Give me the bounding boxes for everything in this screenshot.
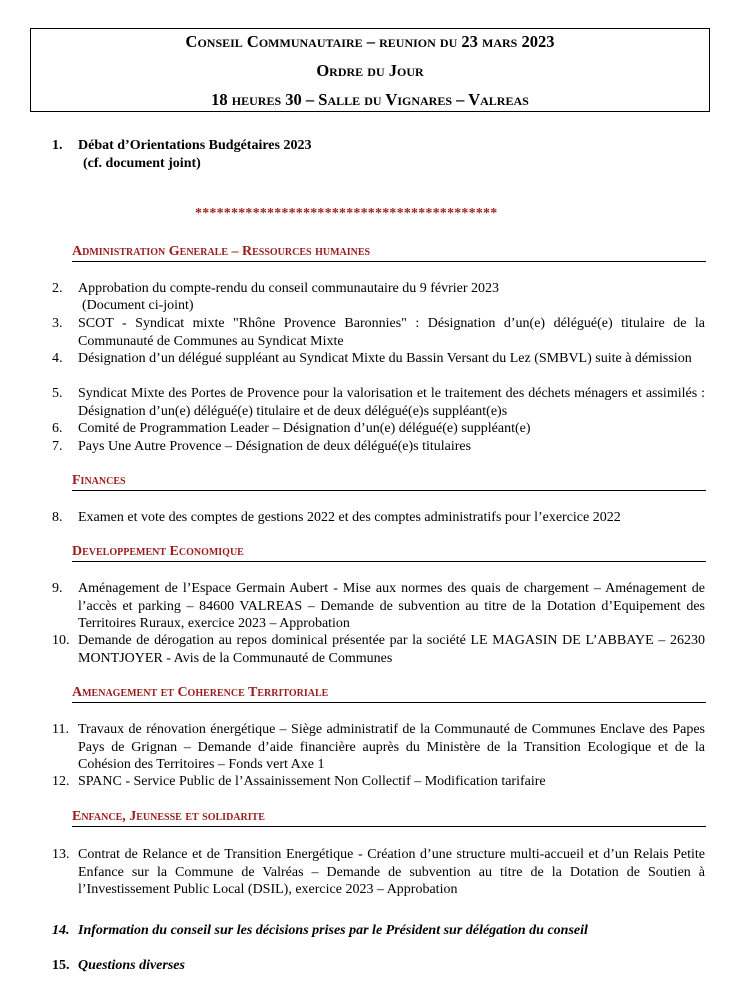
- item-7-text: Pays Une Autre Provence – Désignation de deux délégué(e)s titulaires: [78, 439, 472, 454]
- item-8-number: 8.: [52, 510, 63, 525]
- item-6-text: Comité de Programmation Leader – Désignation d’un(e) délégué(e) suppléant(e): [78, 421, 531, 436]
- item-14-text: Information du conseil sur les décisions prises par le Président sur délégation du conseil: [78, 923, 588, 938]
- meeting-title: Conseil Communautaire – reunion du 23 mars 2023: [185, 32, 555, 51]
- section-eco-title: Developpement Economique: [72, 544, 244, 559]
- item-10-text: Demande de dérogation au repos dominical présentée par la société LE MAGASIN DE L’ABBAYE – 26230 MONTJOYER - Avis de la Communauté de Communes: [78, 633, 705, 666]
- item-2-sub: (Document ci-joint): [82, 298, 194, 313]
- item-1-subtitle: (cf. document joint): [83, 156, 201, 171]
- section-amenagement-rule: [72, 702, 706, 703]
- section-admin-rule: [72, 261, 706, 262]
- agenda-title: Ordre du Jour: [316, 61, 424, 80]
- item-4-text: Désignation d’un délégué suppléant au Syndicat Mixte du Bassin Versant du Lez (SMBVL) suite à démission: [78, 351, 692, 366]
- item-15-text: Questions diverses: [78, 958, 185, 973]
- section-enfance-rule: [72, 826, 706, 827]
- item-1-title: Débat d’Orientations Budgétaires 2023: [78, 138, 312, 153]
- item-5-text: Syndicat Mixte des Portes de Provence pour la valorisation et le traitement des déchets ménagers et assimilés : Désignation d’un(e) délégué(e) titulaire et de deux délégué(e)s suppléant(e)s: [78, 386, 705, 419]
- item-9-number: 9.: [52, 581, 63, 596]
- item-3-text: SCOT - Syndicat mixte "Rhône Provence Baronnies" : Désignation d’un(e) délégué(e) titulaire de la Communauté de Communes au Syndicat Mixte: [78, 316, 705, 349]
- separator-stars: ******************************************: [195, 206, 498, 221]
- item-13-number: 13.: [52, 847, 70, 862]
- item-14-number: 14.: [52, 923, 70, 938]
- item-15-number: 15.: [52, 958, 70, 973]
- item-10-number: 10.: [52, 633, 70, 648]
- item-13-text: Contrat de Relance et de Transition Energétique - Création d’une structure multi-accueil et d’un Relais Petite Enfance sur la Commune de Valréas – Demande de subvention au titre de la Dotation de Soutien à l’Investissement Public Local (DSIL), exercice 2023 – Approbation: [78, 847, 705, 897]
- item-11-number: 11.: [52, 722, 69, 737]
- section-eco-rule: [72, 561, 706, 562]
- item-8-text: Examen et vote des comptes de gestions 2022 et des comptes administratifs pour l’exercice 2022: [78, 510, 621, 525]
- item-6-number: 6.: [52, 421, 63, 436]
- section-amenagement-title: Amenagement et Coherence Territoriale: [72, 685, 329, 700]
- item-12-number: 12.: [52, 774, 70, 789]
- section-enfance-title: Enfance, Jeunesse et solidarite: [72, 809, 265, 824]
- item-4-number: 4.: [52, 351, 63, 366]
- section-finances-title: Finances: [72, 473, 126, 488]
- section-admin-title: Administration Generale – Ressources humaines: [72, 244, 371, 259]
- header-box: [30, 28, 710, 112]
- item-2-number: 2.: [52, 281, 63, 296]
- section-finances-rule: [72, 490, 706, 491]
- item-7-number: 7.: [52, 439, 63, 454]
- item-5-number: 5.: [52, 386, 63, 401]
- item-11-text: Travaux de rénovation énergétique – Siège administratif de la Communauté de Communes Enclave des Papes Pays de Grignan – Demande d’aide financière auprès du Ministère de la Transition Ecologique et de la Cohésion des Territoires – Fonds vert Axe 1: [78, 722, 705, 772]
- item-2-text: Approbation du compte-rendu du conseil communautaire du 9 février 2023: [78, 281, 500, 296]
- item-1-number: 1.: [52, 138, 63, 153]
- item-3-number: 3.: [52, 316, 63, 331]
- meeting-time-location: 18 heures 30 – Salle du Vignares – Valreas: [211, 90, 529, 109]
- item-9-text: Aménagement de l’Espace Germain Aubert - Mise aux normes des quais de chargement – Aménagement de l’accès et parking – 84600 VALREAS – Demande de subvention au titre de la Dotation d’Equipement des Territoires Ruraux, exercice 2023 – Approbation: [78, 581, 705, 631]
- item-12-text: SPANC - Service Public de l’Assainissement Non Collectif – Modification tarifaire: [78, 774, 546, 789]
